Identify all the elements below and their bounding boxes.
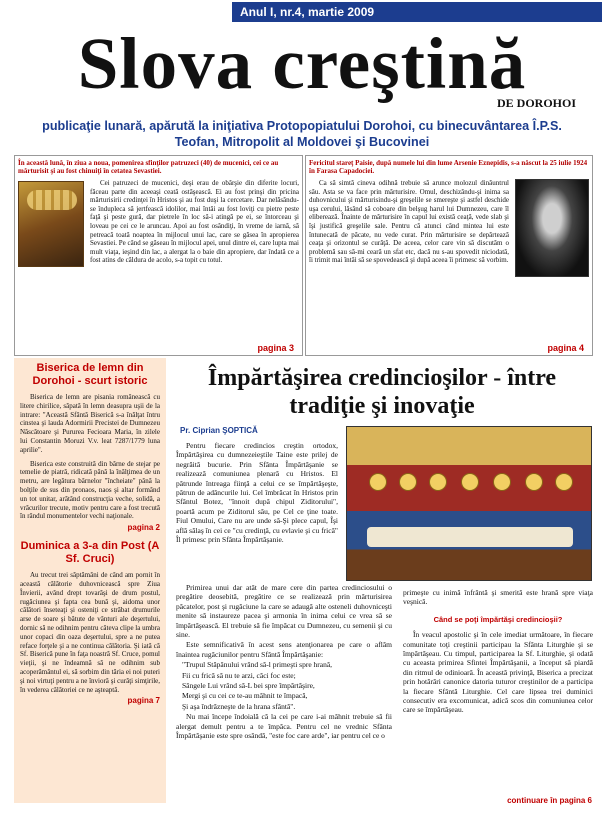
hymn-line: "Trupul Stăpânului vrând să-l primeşti spre hrană, <box>182 660 333 670</box>
teaser-lead: Fericitul stareţ Paisie, după numele lui din lume Arsenie Eznepidis, s-a născut la 25 iulie 1924 în Farasa Capadociei. <box>309 159 588 175</box>
halo-icon <box>369 473 387 491</box>
halo-icon <box>493 473 511 491</box>
hymn-line: Mergi şi cu cei ce te-au mâhnit te împacă, <box>182 691 308 701</box>
page-link[interactable]: pagina 7 <box>127 696 160 706</box>
masthead-location: DE DOROHOI <box>496 96 576 110</box>
issue-label: Anul I, nr.4, martie 2009 <box>240 5 375 19</box>
main-article-title: Împărtăşirea credincioşilor - între tradiţie şi inovaţie <box>207 365 557 419</box>
article-column-3 <box>403 588 593 716</box>
last-supper-icon-image <box>346 426 592 581</box>
page-link[interactable]: pagina 3 <box>257 343 294 354</box>
teaser-paisie[interactable] <box>305 155 593 356</box>
page-link[interactable]: pagina 4 <box>547 343 584 354</box>
halo-icon <box>555 473 573 491</box>
halo-icon <box>399 473 417 491</box>
masthead-title: Slova creştină <box>77 23 527 104</box>
sidebar-heading[interactable]: Duminica a 3-a din Post (A Sf. Cruci) <box>20 540 160 566</box>
martyrs-icon-image <box>18 181 84 267</box>
halo-icon <box>525 473 543 491</box>
halo-icon <box>461 473 479 491</box>
teaser-body: Cei patruzeci de mucenici, deşi erau de obârşie din diferite locuri, făceau parte din aceeaşi ceată ostăşească. Ei au fost prinşi din pricina mărturisirii credinţei în Hristos şi au fost duşi la cercetare. Dar nelăsându-se îndupleca să jertfească idolilor, mai întâi au fost loviţi cu pietre peste faţă şi peste gură, dar pietrele în loc să-i atingă pe ei, se întorceau şi loveau pe cei ce le aruncau. Apoi au fost osândiţi, în vreme de iarnă, să petreacă toată noaptea în mijlocul unui lac, care se găsea în apropierea Sevastiei. Pe când se găseau în mijlocul apei, unul dintre ei, care lupta mai mult viaţa, ieşind din lac, a alergat la o baie din apropiere, dar îndată ce a fost atins de căldura de acolo, s-a topit cu totul. <box>90 179 299 265</box>
sidebar-heading[interactable]: Biserica de lemn din Dorohoi - scurt istoric <box>32 362 148 387</box>
article-paragraph: primeşte cu inimă înfrântă şi smerită este hrană spre viaţa veşnică. <box>403 588 593 607</box>
page-link[interactable]: pagina 2 <box>127 523 160 533</box>
article-paragraph: Este semnificativă în acest sens atenţionarea pe care o aflăm înaintea rugăciunilor pentru Sfântă Împărtăşanie: <box>176 640 392 659</box>
article-paragraph: Nu mai începe îndoială că la cei pe care i-ai mâhnit trebuie să fii alergat demult pentru a te împăca. Pentru cel ne vrednic Sfânta Împărtăşanie este spre osândă, "este foc care arde", iar pentru cel ce o <box>176 712 392 741</box>
continuation-link[interactable]: continuare în pagina 6 <box>507 796 592 805</box>
hymn-line: Şi aşa îndrăzneşte de la hrana sfântă". <box>182 701 296 711</box>
article-paragraph: Primirea unui dar atât de mare cere din partea credinciosului o pregătire deosebită, pregătire ce se realizează prin mărturisirea păcatelor, post şi rugăciune la care se adaugă alte osteneli duhovniceşti menite să instaureze pacea şi armonia în inima celui ce vrea să se împărtăşească. El trebuie să fie împăcat cu Dumnezeu, cu semenii şi cu sine. <box>176 583 392 640</box>
article-byline: Pr. Ciprian ŞOPTICĂ <box>180 426 258 435</box>
article-column-2 <box>176 583 392 742</box>
article-subheading: Când se poţi împărtăşi credincioşii? <box>433 614 563 624</box>
hymn-line: Sângele Lui vrând să-L bei spre împărtăşire, <box>182 681 315 691</box>
sidebar <box>14 358 166 803</box>
teaser-body: Ca să simtă cineva odihnă trebuie să arunce molozul dinăuntrul său. Asta se va face prin mărturisire. Omul, deschizându-şi inima sa duhovnicului şi mărturisindu-şi greşelile se smereşte şi astfel deschide uşa cerului, lăsând să coboare din belşug harul lui Dumnezeu, care îl eliberează. Înainte de mărturisire în capul lui există ceaţă, vede slab şi îşi justifică greşelile sale. Pentru că atunci când mintea lui este întunecată de păcate, nu vede curat. Prin mărturisire se depărtează ceaţa şi orizontul se curăţă. De aceea, celor care vin să discutăm o problemă sau să-mi ceară un sfat etc, dacă nu s-au spovedit niciodată, îi trimit mai întâi să se spovedească şi după aceea îi primesc să vorbim. <box>309 179 509 265</box>
sidebar-paragraph: Biserica de lemn are pisania românească cu litere chirilice, săpată în lemn deasupra uşii de la intrare: "Această Sfântă Biserică s-a înălţat întru cinstea şi lauda Adormirii Precistei de Dumnezeu Născătoare şi Pururea Fecioara Maria, în zilele lui Constantin Moruzi V.v. leat 7287/1779 luna aprilie". <box>20 393 160 454</box>
halo-icon <box>429 473 447 491</box>
teaser-forty-martyrs[interactable] <box>14 155 303 356</box>
elder-portrait-image <box>515 179 589 277</box>
article-paragraph: În veacul apostolic şi în cele imediat următoare, în fiecare comunitate toţi creştinii participau la Sfânta Liturghie şi se împărtăşeau. Cu timpul, participarea la Sf. Liturghie, şi odată cu aceasta primirea Sfintei Împărtăşanii, a început să piardă din ritmul de odinioară. În această privinţă, Biserica a precizat prin hotărâri canonice datoria tuturor creştinilor de a participa la fiecare Sfântă Liturghie. Cel care lipsea trei duminici consecutiv era excomunicat, adică scos din comuniunea celor care se împărtăşeau. <box>403 630 593 715</box>
issue-banner <box>232 2 602 22</box>
article-column-1 <box>176 441 338 545</box>
teaser-lead: În această lună, în ziua a noua, pomenirea sfinţilor patruzeci (40) de mucenici, cei ce au mărturisit şi au fost chinuiţi în cetatea Sevastiei. <box>18 159 279 175</box>
sidebar-paragraph: Au trecut trei săptămâni de când am pornit în această călătorie duhovnicească spre Ziua Învierii, având drept tovarăşi de drum postul, rugăciunea şi fapta cea bună şi, aidoma unor călători înseteaţi şi osteniţi ce străbat drumurile arse de soare şi bătute de vânturi ale deşertului, dornic să ne odihnim pentru câteva clipe la umbra unor copaci din oaza deşertului, spre a ne putea reface forţele şi a ne continua călătoria. Şi iată că Sf. Biserică pune în faţa noastră Sf. Cruce, pomul vieţii, şi ne îndeamnă să ne odihnim sub acoperământul ei, să sorbim din tăria ei noi puteri şi noi virtuţi pentru a ne învioră şi curăţi simţirile, în vederea călătoriei ce ne aşteaptă. <box>20 571 160 694</box>
sidebar-paragraph: Biserica este construită din bârne de stejar pe temelie de piatră, ridicată până la înălţimea de un metru, are legătura bârnelor "încheiate" până la bolţile de sus din pronaos, naos şi altar formând un tot unitar, arătând construcţia veche, solidă, a vrăcurilor trecute, motiv pentru care a fost trecută în rândul monumentelor vechi naţionale. <box>20 459 160 521</box>
hymn-line: Fii cu frică să nu te arzi, căci foc este; <box>182 670 296 680</box>
masthead-tagline: publicaţie lunară, apărută la iniţiativa Protopopiatului Dorohoi, cu binecuvântarea Î.P.S. Teofan, Mitropolit al Moldovei şi Bucovinei <box>42 119 562 149</box>
table-shape <box>367 527 573 547</box>
article-paragraph: Pentru fiecare credincios creştin ortodox, Împărtăşirea cu dumnezeieştile Taine este prilej de negrăită bucurie. Prin Sfânta Împărtăşanie se realizează comuniunea plenară cu Hristos. El pătrunde întreaga fiinţă a celui ce se împărtăşeşte, pătrun de adâncurile lui. Cel îmbrăcat în Hristos prin Sfântul Botez, "înnoit după chipul Ziditorului", poartă acum pe Ziditorul său, pe Cel ce ţine toate. Fiul Omului, Care nu are unde să-Şi plece capul, Îşi află sălaş în cei ce "cu credinţă, cu evlavie şi cu frică" Îl primesc prin Sfânta Împărtăşanie. <box>176 441 338 545</box>
